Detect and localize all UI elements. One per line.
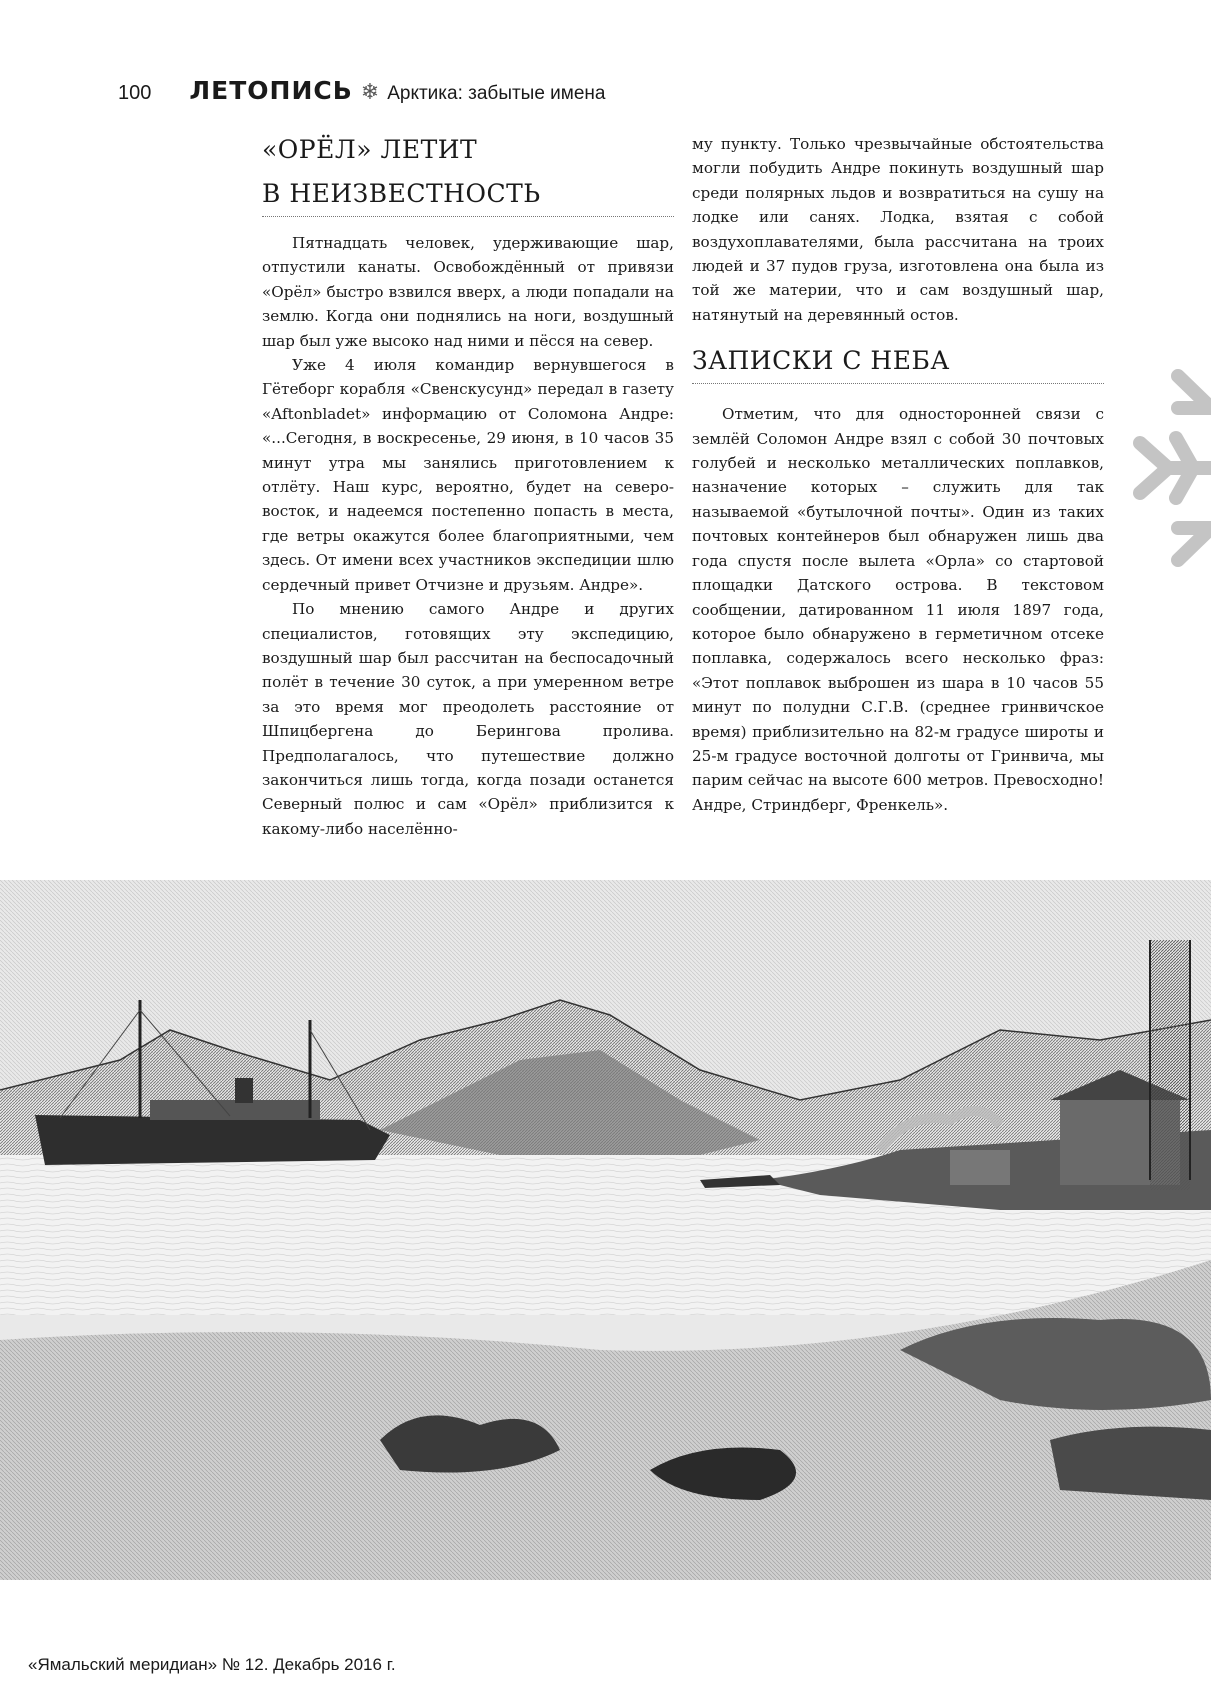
left-column — [262, 132, 674, 841]
page-number: 100 — [118, 82, 152, 104]
section-heading-text: ЗАПИСКИ С НЕБА — [692, 343, 1104, 384]
footer-publication: «Ямальский меридиан» № 12. Декабрь 2016 г. — [28, 1655, 396, 1674]
paragraph-3-continued: му пункту. Только чрезвычайные обстоятельства могли побудить Андре покинуть воздушный шар среди полярных льдов и возвратиться на сушу на лодке или санях. Лодка, взятая с собой воздухоплавателями, была рассчитана на троих людей и 37 пудов груза, изготовлена она была из той же материи, что и сам воздушный шар, натянутый на деревянный остов. — [692, 135, 1104, 324]
paragraph-2: Уже 4 июля командир вернувшегося в Гётеборг корабля «Свенскусунд» передал в газету «Aftonbladet» информацию от Соломона Андре: «...Сегодня, в воскресенье, 29 июня, в 10 часов 35 минут утра мы занялись приготовлением к отлёту. Наш курс, вероятно, будет на северо-восток, и надеемся постепенно попасть в места, где ветры окажутся более благоприятными, чем здесь. От имени всех участников экспедиции шлю сердечный привет Отчизне и друзьям. Андре». — [262, 356, 674, 594]
paragraph-3: По мнению самого Андре и других специалистов, готовящих эту экспедицию, воздушный шар был рассчитан на беспосадочный полёт в течение 30 суток, а при умеренном ветре за это время мог преодолеть расстояние от Шпицбергена до Берингова пролива. Предполагалось, что путешествие должно закончиться лишь тогда, когда позади останется Северный полюс и сам «Орёл» приблизится к какому-либо населённо- — [262, 600, 674, 838]
snowflake-icon: ❄ — [360, 80, 380, 105]
rubric-title: Арктика: забытые имена — [387, 83, 606, 104]
right-column — [692, 132, 1104, 817]
page-header — [118, 76, 605, 108]
harbor-engraving-illustration — [0, 880, 1211, 1580]
paragraph-1: Пятнадцать человек, удерживающие шар, отпустили канаты. Освобождённый от привязи «Орёл» быстро взвился вверх, а люди попадали на землю. Когда они поднялись на ноги, воздушный шар был уже высоко над ними и пёсся на север. — [262, 234, 674, 350]
article-title-line-2: В НЕИЗВЕСТНОСТЬ — [262, 176, 674, 217]
snowflake-decoration-icon — [1128, 368, 1211, 568]
paragraph-4: Отметим, что для односторонней связи с землёй Соломон Андре взял с собой 30 почтовых голубей и несколько металлических поплавков, назначение которых – служить для так называемой «бутылочной почты». Один из таких почтовых контейнеров был обнаружен лишь два года спустя после вылета «Орла» со стартовой площадки Датского острова. В текстовом сообщении, датированном 11 июля 1897 года, которое было обнаружено в герметичном отсеке поплавка, содержалось всего несколько фраз: «Этот поплавок выброшен из шара в 10 часов 55 минут по полудни С.Г.В. (среднее гринвичское время) приблизительно на 82-м градусе широты и 25-м градусе восточной долготы от Гринвича, мы парим сейчас на высоте 600 метров. Превосходно! Андре, Стриндберг, Френкель». — [692, 405, 1104, 814]
section-heading — [692, 343, 1104, 384]
article-title-line-1: «ОРЁЛ» ЛЕТИТ — [262, 135, 478, 164]
article-title — [262, 132, 674, 217]
section-title: ЛЕТОПИСЬ — [189, 76, 353, 105]
